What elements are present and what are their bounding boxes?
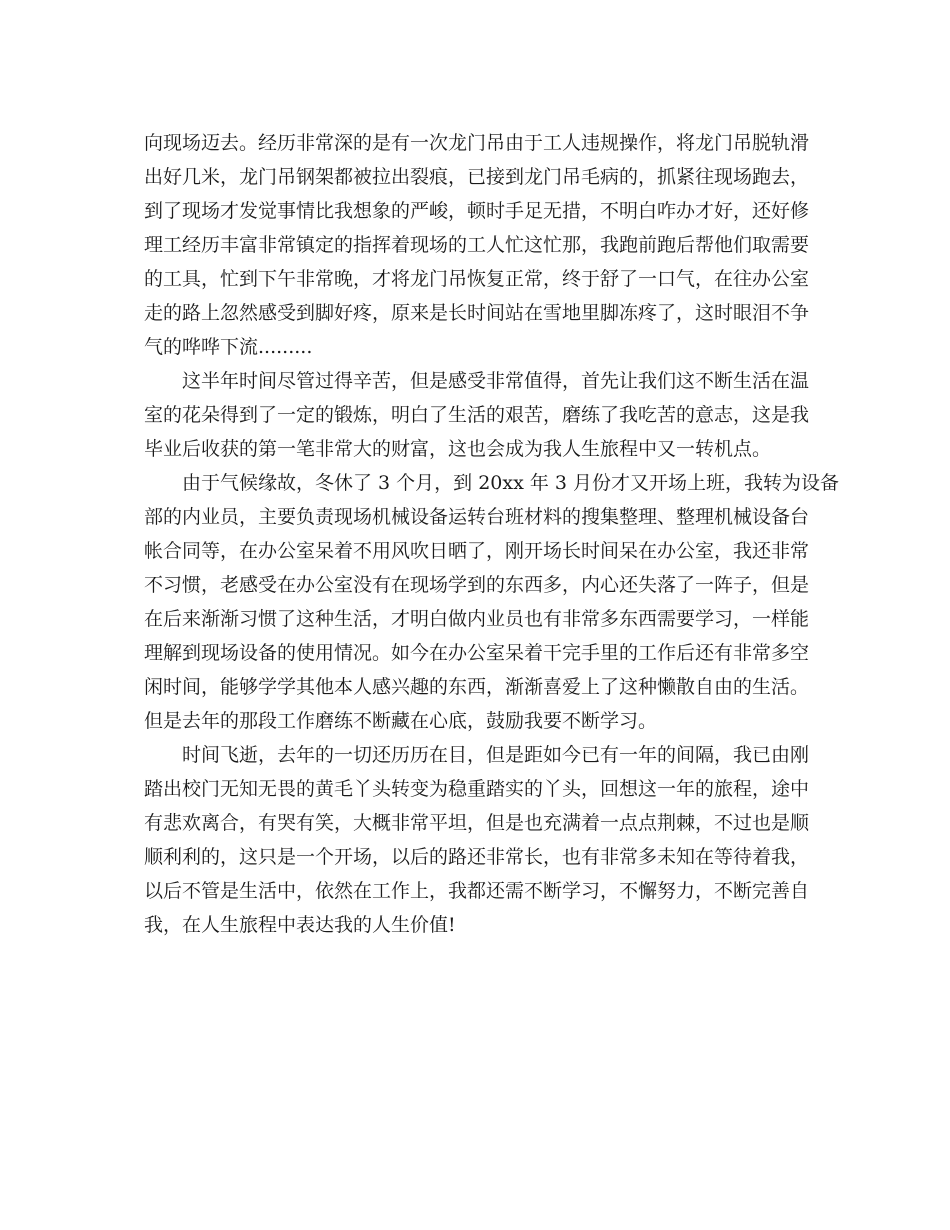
text-line: 这半年时间尽管过得辛苦，但是感受非常值得，首先让我们这不断生活在温 bbox=[182, 370, 810, 392]
text-line: 以后不管是生活中，依然在工作上，我都还需不断学习，不懈努力，不断完善自 bbox=[144, 880, 810, 902]
text-line: 有悲欢离合，有哭有笑，大概非常平坦，但是也充满着一点点荆棘，不过也是顺 bbox=[144, 812, 810, 834]
text-line: 毕业后收获的第一笔非常大的财富，这也会成为我人生旅程中又一转机点。 bbox=[144, 438, 772, 460]
text-line: 室的花朵得到了一定的锻炼，明白了生活的艰苦，磨练了我吃苦的意志，这是我 bbox=[144, 404, 810, 426]
text-line: 向现场迈去。经历非常深的是有一次龙门吊由于工人违规操作，将龙门吊脱轨滑 bbox=[144, 132, 810, 154]
text-line: 出好几米，龙门吊钢架都被拉出裂痕，已接到龙门吊毛病的，抓紧往现场跑去， bbox=[144, 166, 810, 188]
text-line: 部的内业员，主要负责现场机械设备运转台班材料的搜集整理、整理机械设备台 bbox=[144, 506, 810, 528]
text-line: 帐合同等，在办公室呆着不用风吹日晒了，刚开场长时间呆在办公室，我还非常 bbox=[144, 540, 810, 562]
text-line: 闲时间，能够学学其他本人感兴趣的东西，渐渐喜爱上了这种懒散自由的生活。 bbox=[144, 676, 810, 698]
text-line: 但是去年的那段工作磨练不断藏在心底，鼓励我要不断学习。 bbox=[144, 710, 658, 732]
text-line: 不习惯，老感受在办公室没有在现场学到的东西多，内心还失落了一阵子，但是 bbox=[144, 574, 810, 596]
document-body bbox=[144, 126, 840, 942]
text-line: 理解到现场设备的使用情况。如今在办公室呆着干完手里的工作后还有非常多空 bbox=[144, 642, 810, 664]
text-line: 顺利利的，这只是一个开场，以后的路还非常长，也有非常多未知在等待着我， bbox=[144, 846, 810, 868]
text-line: 由于气候缘故，冬休了 3 个月，到 20xx 年 3 月份才又开场上班，我转为设备 bbox=[182, 472, 840, 494]
text-line: 到了现场才发觉事情比我想象的严峻，顿时手足无措，不明白咋办才好，还好修 bbox=[144, 200, 810, 222]
text-line: 踏出校门无知无畏的黄毛丫头转变为稳重踏实的丫头，回想这一年的旅程，途中 bbox=[144, 778, 810, 800]
text-line: 时间飞逝，去年的一切还历历在目，但是距如今已有一年的间隔，我已由刚 bbox=[182, 744, 810, 766]
text-line: 走的路上忽然感受到脚好疼，原来是长时间站在雪地里脚冻疼了，这时眼泪不争 bbox=[144, 302, 810, 324]
text-line: 气的哗哗下流......... bbox=[144, 336, 313, 358]
text-line: 在后来渐渐习惯了这种生活，才明白做内业员也有非常多东西需要学习，一样能 bbox=[144, 608, 810, 630]
text-line: 的工具，忙到下午非常晚，才将龙门吊恢复正常，终于舒了一口气，在往办公室 bbox=[144, 268, 810, 290]
text-line: 理工经历丰富非常镇定的指挥着现场的工人忙这忙那，我跑前跑后帮他们取需要 bbox=[144, 234, 810, 256]
text-line: 我，在人生旅程中表达我的人生价值! bbox=[144, 914, 456, 936]
